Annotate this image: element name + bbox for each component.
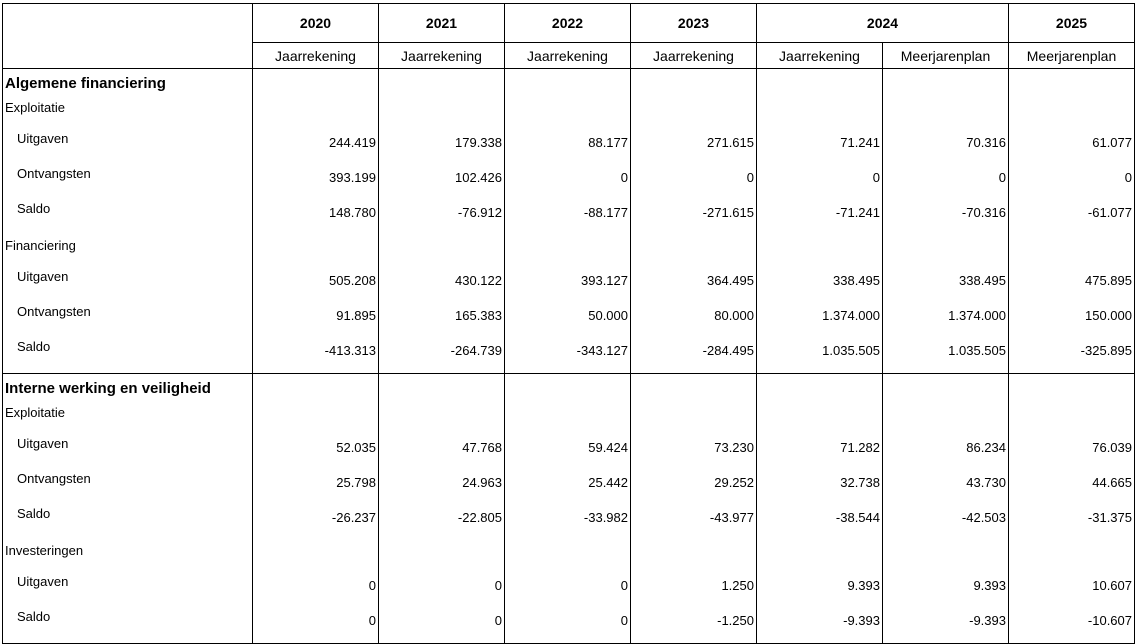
empty-cell (253, 235, 379, 268)
value-cell: 0 (505, 165, 631, 200)
value-cell: 179.338 (379, 130, 505, 165)
table-row (3, 303, 1135, 338)
table-row (3, 130, 1135, 165)
value-cell: 47.768 (379, 435, 505, 470)
value-cell: 0 (505, 608, 631, 644)
empty-cell (1009, 97, 1135, 130)
empty-cell (757, 69, 883, 98)
value-cell: -325.895 (1009, 338, 1135, 374)
empty-cell (757, 402, 883, 435)
value-cell: -43.977 (631, 505, 757, 540)
value-cell: 1.250 (631, 573, 757, 608)
value-cell: 43.730 (883, 470, 1009, 505)
value-cell: -10.607 (1009, 608, 1135, 644)
value-cell: -9.393 (883, 608, 1009, 644)
value-cell: 61.077 (1009, 130, 1135, 165)
empty-cell (631, 402, 757, 435)
value-cell: 29.252 (631, 470, 757, 505)
empty-cell (505, 402, 631, 435)
empty-cell (1009, 540, 1135, 573)
row-label: Ontvangsten (3, 165, 253, 200)
value-cell: 271.615 (631, 130, 757, 165)
table-row (3, 338, 1135, 374)
row-label: Saldo (3, 200, 253, 235)
empty-cell (379, 235, 505, 268)
value-cell: 52.035 (253, 435, 379, 470)
empty-cell (631, 235, 757, 268)
group-row (3, 97, 1135, 130)
value-cell: -71.241 (757, 200, 883, 235)
empty-cell (631, 69, 757, 98)
row-label: Ontvangsten (3, 303, 253, 338)
row-label: Saldo (3, 338, 253, 374)
empty-cell (757, 235, 883, 268)
value-cell: -61.077 (1009, 200, 1135, 235)
group-title: Exploitatie (3, 402, 253, 435)
value-cell: -31.375 (1009, 505, 1135, 540)
table-row (3, 200, 1135, 235)
value-cell: 0 (379, 573, 505, 608)
value-cell: 9.393 (757, 573, 883, 608)
value-cell: 73.230 (631, 435, 757, 470)
value-cell: 0 (253, 573, 379, 608)
empty-cell (379, 97, 505, 130)
value-cell: 91.895 (253, 303, 379, 338)
value-cell: -22.805 (379, 505, 505, 540)
value-cell: 1.374.000 (757, 303, 883, 338)
year-header: 2020 (253, 4, 379, 43)
value-cell: 25.442 (505, 470, 631, 505)
empty-cell (379, 402, 505, 435)
value-cell: 0 (379, 608, 505, 644)
row-label: Ontvangsten (3, 470, 253, 505)
value-cell: -38.544 (757, 505, 883, 540)
empty-cell (631, 540, 757, 573)
empty-cell (883, 540, 1009, 573)
empty-cell (505, 374, 631, 403)
empty-cell (1009, 235, 1135, 268)
empty-cell (253, 69, 379, 98)
value-cell: 393.199 (253, 165, 379, 200)
value-cell: 338.495 (883, 268, 1009, 303)
value-cell: -264.739 (379, 338, 505, 374)
year-header: 2023 (631, 4, 757, 43)
value-cell: -9.393 (757, 608, 883, 644)
column-subheader: Jaarrekening (505, 43, 631, 69)
row-label: Saldo (3, 505, 253, 540)
value-cell: 148.780 (253, 200, 379, 235)
empty-cell (253, 374, 379, 403)
value-cell: 150.000 (1009, 303, 1135, 338)
value-cell: 25.798 (253, 470, 379, 505)
section-title: Algemene financiering (3, 69, 253, 98)
empty-cell (883, 374, 1009, 403)
value-cell: -76.912 (379, 200, 505, 235)
value-cell: -42.503 (883, 505, 1009, 540)
value-cell: 364.495 (631, 268, 757, 303)
year-header-row (3, 4, 1135, 43)
group-row (3, 540, 1135, 573)
value-cell: 0 (883, 165, 1009, 200)
year-header: 2024 (757, 4, 1009, 43)
empty-cell (883, 235, 1009, 268)
value-cell: 44.665 (1009, 470, 1135, 505)
group-title: Exploitatie (3, 97, 253, 130)
table-row (3, 165, 1135, 200)
column-subheader: Jaarrekening (379, 43, 505, 69)
row-label: Uitgaven (3, 130, 253, 165)
value-cell: -70.316 (883, 200, 1009, 235)
value-cell: 1.035.505 (883, 338, 1009, 374)
value-cell: 70.316 (883, 130, 1009, 165)
value-cell: -343.127 (505, 338, 631, 374)
value-cell: -413.313 (253, 338, 379, 374)
group-row (3, 402, 1135, 435)
value-cell: 10.607 (1009, 573, 1135, 608)
empty-cell (505, 97, 631, 130)
value-cell: 32.738 (757, 470, 883, 505)
value-cell: 1.035.505 (757, 338, 883, 374)
value-cell: 338.495 (757, 268, 883, 303)
value-cell: 59.424 (505, 435, 631, 470)
table-row (3, 268, 1135, 303)
row-label: Uitgaven (3, 573, 253, 608)
row-label: Uitgaven (3, 268, 253, 303)
table-row (3, 573, 1135, 608)
value-cell: 0 (631, 165, 757, 200)
value-cell: 393.127 (505, 268, 631, 303)
empty-cell (1009, 402, 1135, 435)
table-row (3, 505, 1135, 540)
empty-cell (757, 97, 883, 130)
column-subheader: Meerjarenplan (883, 43, 1009, 69)
group-title: Investeringen (3, 540, 253, 573)
value-cell: 165.383 (379, 303, 505, 338)
value-cell: 0 (505, 573, 631, 608)
empty-cell (253, 540, 379, 573)
value-cell: 80.000 (631, 303, 757, 338)
section-title: Interne werking en veiligheid (3, 374, 253, 403)
empty-cell (379, 540, 505, 573)
empty-cell (505, 235, 631, 268)
value-cell: 0 (1009, 165, 1135, 200)
year-header: 2025 (1009, 4, 1135, 43)
value-cell: 86.234 (883, 435, 1009, 470)
table-row (3, 435, 1135, 470)
value-cell: 244.419 (253, 130, 379, 165)
value-cell: 76.039 (1009, 435, 1135, 470)
value-cell: 88.177 (505, 130, 631, 165)
column-subheader: Jaarrekening (631, 43, 757, 69)
empty-cell (1009, 69, 1135, 98)
group-title: Financiering (3, 235, 253, 268)
financial-table (2, 3, 1135, 644)
group-row (3, 235, 1135, 268)
financial-table-wrapper (2, 3, 1135, 644)
empty-cell (505, 540, 631, 573)
table-row (3, 470, 1135, 505)
empty-cell (379, 69, 505, 98)
value-cell: 505.208 (253, 268, 379, 303)
empty-cell (631, 374, 757, 403)
value-cell: 475.895 (1009, 268, 1135, 303)
empty-cell (253, 97, 379, 130)
row-label: Saldo (3, 608, 253, 644)
empty-cell (379, 374, 505, 403)
table-row (3, 608, 1135, 644)
value-cell: -1.250 (631, 608, 757, 644)
value-cell: -271.615 (631, 200, 757, 235)
empty-cell (757, 374, 883, 403)
empty-cell (883, 69, 1009, 98)
empty-cell (883, 402, 1009, 435)
value-cell: -284.495 (631, 338, 757, 374)
section-row (3, 69, 1135, 98)
column-subheader: Meerjarenplan (1009, 43, 1135, 69)
value-cell: -26.237 (253, 505, 379, 540)
column-subheader: Jaarrekening (757, 43, 883, 69)
value-cell: 50.000 (505, 303, 631, 338)
empty-cell (1009, 374, 1135, 403)
year-header: 2021 (379, 4, 505, 43)
empty-cell (505, 69, 631, 98)
empty-cell (631, 97, 757, 130)
value-cell: 9.393 (883, 573, 1009, 608)
value-cell: 0 (757, 165, 883, 200)
value-cell: 71.282 (757, 435, 883, 470)
value-cell: -33.982 (505, 505, 631, 540)
header-corner-cell (3, 4, 253, 69)
empty-cell (757, 540, 883, 573)
section-row (3, 374, 1135, 403)
value-cell: 0 (253, 608, 379, 644)
value-cell: 1.374.000 (883, 303, 1009, 338)
value-cell: -88.177 (505, 200, 631, 235)
row-label: Uitgaven (3, 435, 253, 470)
empty-cell (253, 402, 379, 435)
column-subheader: Jaarrekening (253, 43, 379, 69)
value-cell: 71.241 (757, 130, 883, 165)
table-body (3, 69, 1135, 644)
year-header: 2022 (505, 4, 631, 43)
value-cell: 430.122 (379, 268, 505, 303)
empty-cell (883, 97, 1009, 130)
value-cell: 24.963 (379, 470, 505, 505)
value-cell: 102.426 (379, 165, 505, 200)
